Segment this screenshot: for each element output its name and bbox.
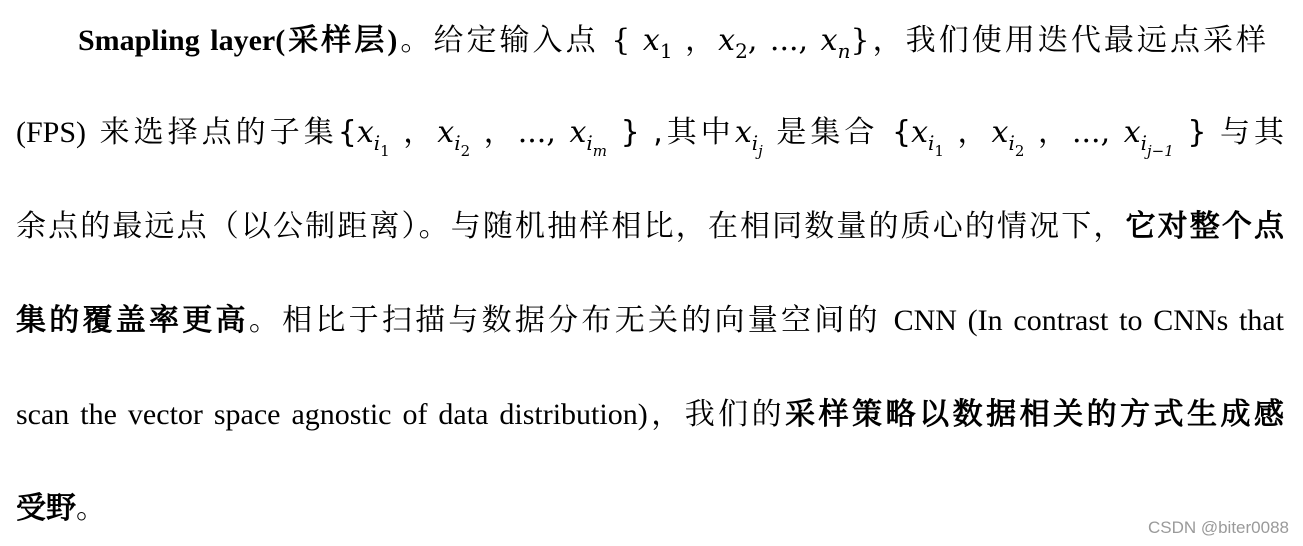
text: 来选择点的子集{: [99, 115, 357, 150]
text: 。: [76, 491, 106, 526]
math-xij: $x_{i_j}$: [734, 115, 763, 160]
paragraph-line-3: [16, 204, 1284, 250]
math-previous-set: $x_{i_1}$ ，$x_{i_2}$ ，..., $x_{i_{j-1}}$: [911, 115, 1174, 160]
term-chinese: 采样层: [285, 23, 388, 58]
bold-text: 集的覆盖率更高: [16, 303, 249, 338]
fps-abbr: (FPS): [16, 116, 87, 149]
text: ，我们使用迭代最远点采样: [869, 23, 1267, 58]
math-input-set: { $x_1$ ，$x_2$, ..., $x_n$}: [611, 23, 870, 63]
text: ，我们的: [647, 397, 786, 432]
paragraph-line-2: [16, 110, 1285, 160]
english-text: CNN (In contrast to CNNs that: [893, 304, 1285, 337]
paragraph-line-1: [78, 18, 1266, 64]
text: 是集合 {: [776, 115, 912, 150]
csdn-watermark: CSDN @biter0088: [1147, 518, 1289, 537]
text: 。相比于扫描与数据分布无关的向量空间的: [248, 303, 881, 338]
english-text: scan the vector space agnostic of data distribution): [16, 398, 648, 431]
bold-text: 它对整个点: [1125, 209, 1285, 244]
bold-text: 受野: [16, 491, 76, 526]
term-close-paren: ): [387, 24, 398, 57]
term-english: Smapling layer(: [78, 24, 286, 57]
text: 余点的最远点（以公制距离）。与随机抽样相比，在相同数量的质心的情况下，: [16, 209, 1126, 244]
text: } 与其: [1187, 115, 1285, 150]
paragraph-line-5: [16, 392, 1284, 438]
text: 。给定输入点: [397, 23, 599, 58]
text: } ,其中: [620, 115, 735, 150]
paragraph-line-6: [16, 486, 106, 532]
bold-text: 采样策略以数据相关的方式生成感: [785, 397, 1285, 432]
paragraph-line-4: [16, 298, 1284, 344]
math-subset: $x_{i_1}$ ，$x_{i_2}$ ，..., $x_{i_m}$: [356, 115, 608, 160]
